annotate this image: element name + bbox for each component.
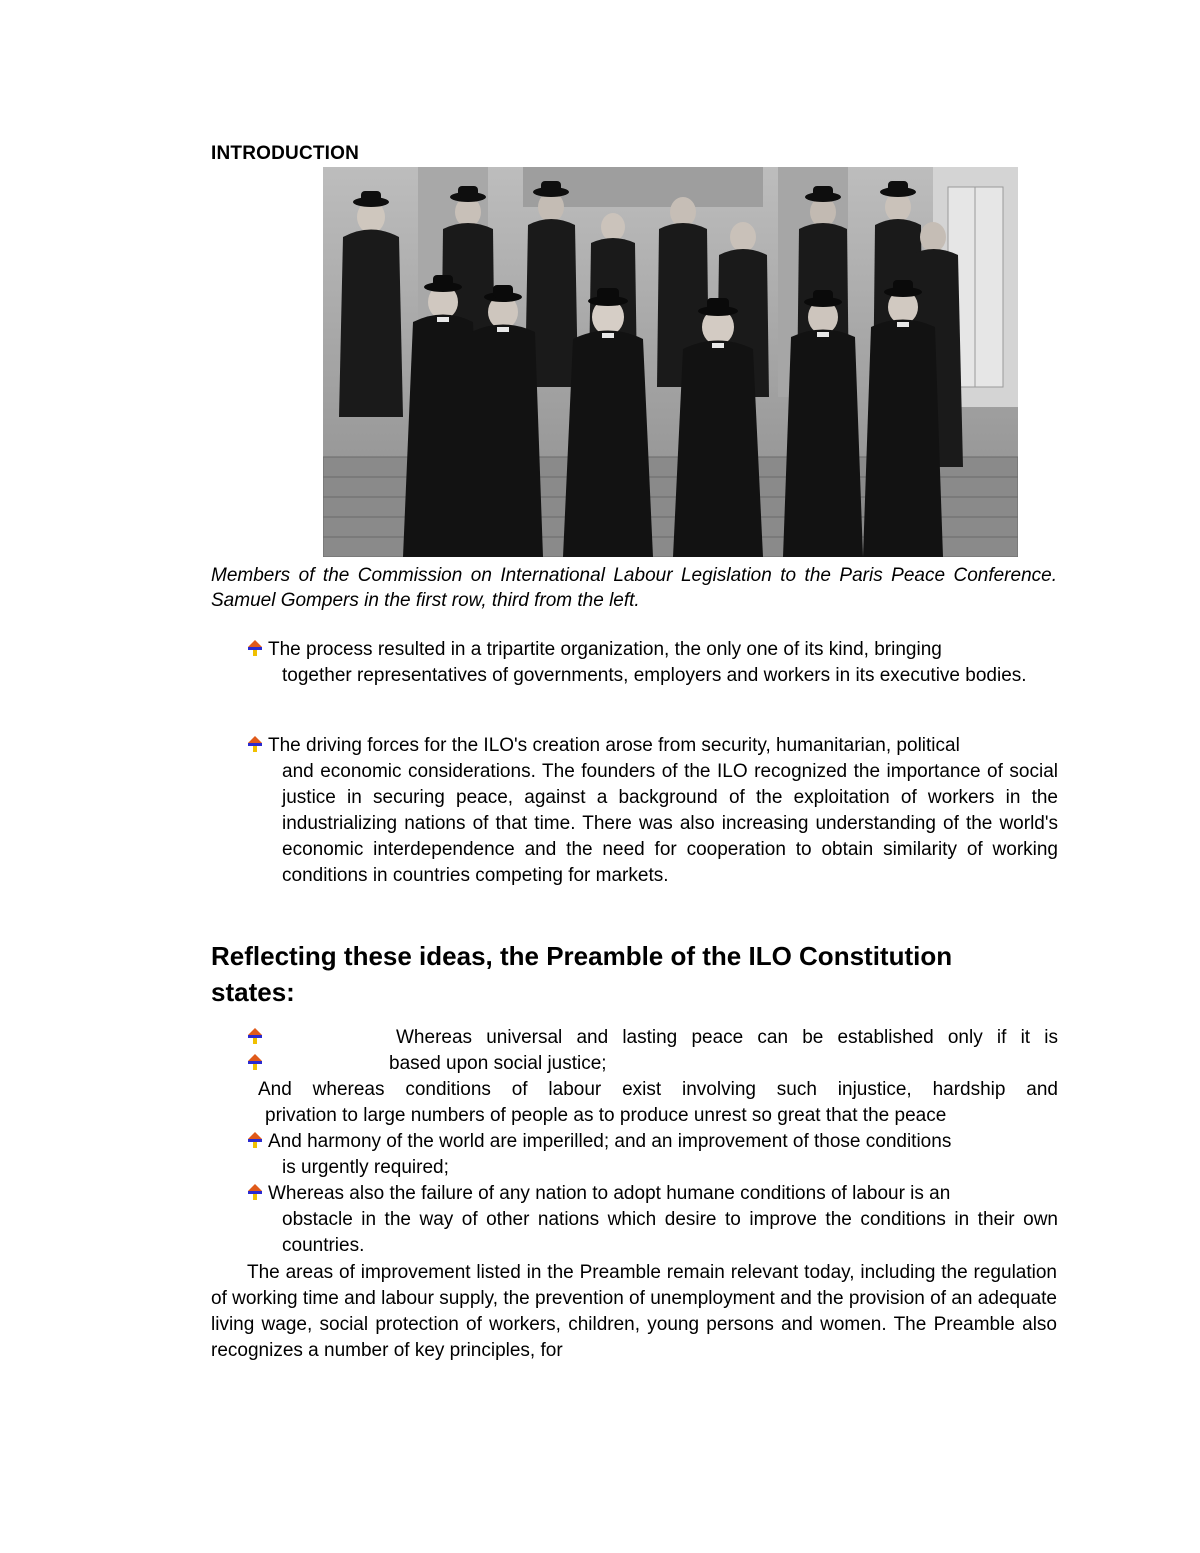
preamble-bullet-2 [248, 1051, 268, 1077]
preamble-line-3: And whereas conditions of labour exist involving such injustice, hardship and [258, 1079, 1058, 1100]
preamble-bullet-3 [248, 1129, 1058, 1181]
photo-caption: Members of the Commission on International Labour Legislation to the Paris Peace Conference. Samuel Gompers in the first row, third from the left. [211, 565, 1057, 611]
closing-paragraph [211, 1260, 1057, 1364]
preamble-bullet-1 [248, 1025, 268, 1051]
bullet-text-continuation: obstacle in the way of other nations which desire to improve the conditions in their own countries. [282, 1209, 1058, 1256]
arrow-bullet-icon [248, 1130, 262, 1146]
arrow-bullet-icon [248, 1052, 262, 1068]
intro-bullet-1 [248, 637, 1058, 689]
closing-paragraph-text: The areas of improvement listed in the Preamble remain relevant today, including the regulation of working time and labour supply, the prevention of unemployment and the provision of an adequate living wage, social protection of workers, children, young persons and women. The Preamble also recognizes a number of key principles, for [211, 1262, 1057, 1361]
bullet-text-first-line: The driving forces for the ILO's creation arose from security, humanitarian, political [268, 735, 960, 756]
preamble-bullet-4 [248, 1181, 1058, 1259]
bullet-text-first-line: The process resulted in a tripartite organization, the only one of its kind, bringing [268, 639, 942, 660]
bullet-text-first-line: Whereas also the failure of any nation to adopt humane conditions of labour is an [268, 1183, 951, 1204]
preamble-line-1: Whereas universal and lasting peace can be established only if it is [396, 1027, 1058, 1048]
preamble-line-4: privation to large numbers of people as to produce unrest so great that the peace [265, 1105, 947, 1126]
bullet-text-continuation: is urgently required; [282, 1157, 449, 1178]
arrow-bullet-icon [248, 638, 262, 654]
bullet-text-first-line: And harmony of the world are imperilled; and an improvement of those conditions [268, 1131, 952, 1152]
arrow-bullet-icon [248, 1182, 262, 1198]
arrow-bullet-icon [248, 734, 262, 750]
preamble-subheading: Reflecting these ideas, the Preamble of the ILO Constitution states: [211, 941, 953, 1007]
preamble-line-2: based upon social justice; [389, 1053, 607, 1074]
intro-bullet-2 [248, 733, 1058, 889]
section-heading: INTRODUCTION [211, 143, 360, 164]
bullet-text-continuation: together representatives of governments, employers and workers in its executive bodies. [282, 665, 1027, 686]
commission-group-photo [323, 167, 1018, 557]
arrow-bullet-icon [248, 1026, 262, 1042]
bullet-text-continuation: and economic considerations. The founders of the ILO recognized the importance of social justice in securing peace, against a background of the exploitation of workers in the industrializing nations of that time. There was also increasing understanding of the world's economic interdependence and the need for cooperation to obtain similarity of working conditions in countries competing for markets. [282, 761, 1058, 886]
